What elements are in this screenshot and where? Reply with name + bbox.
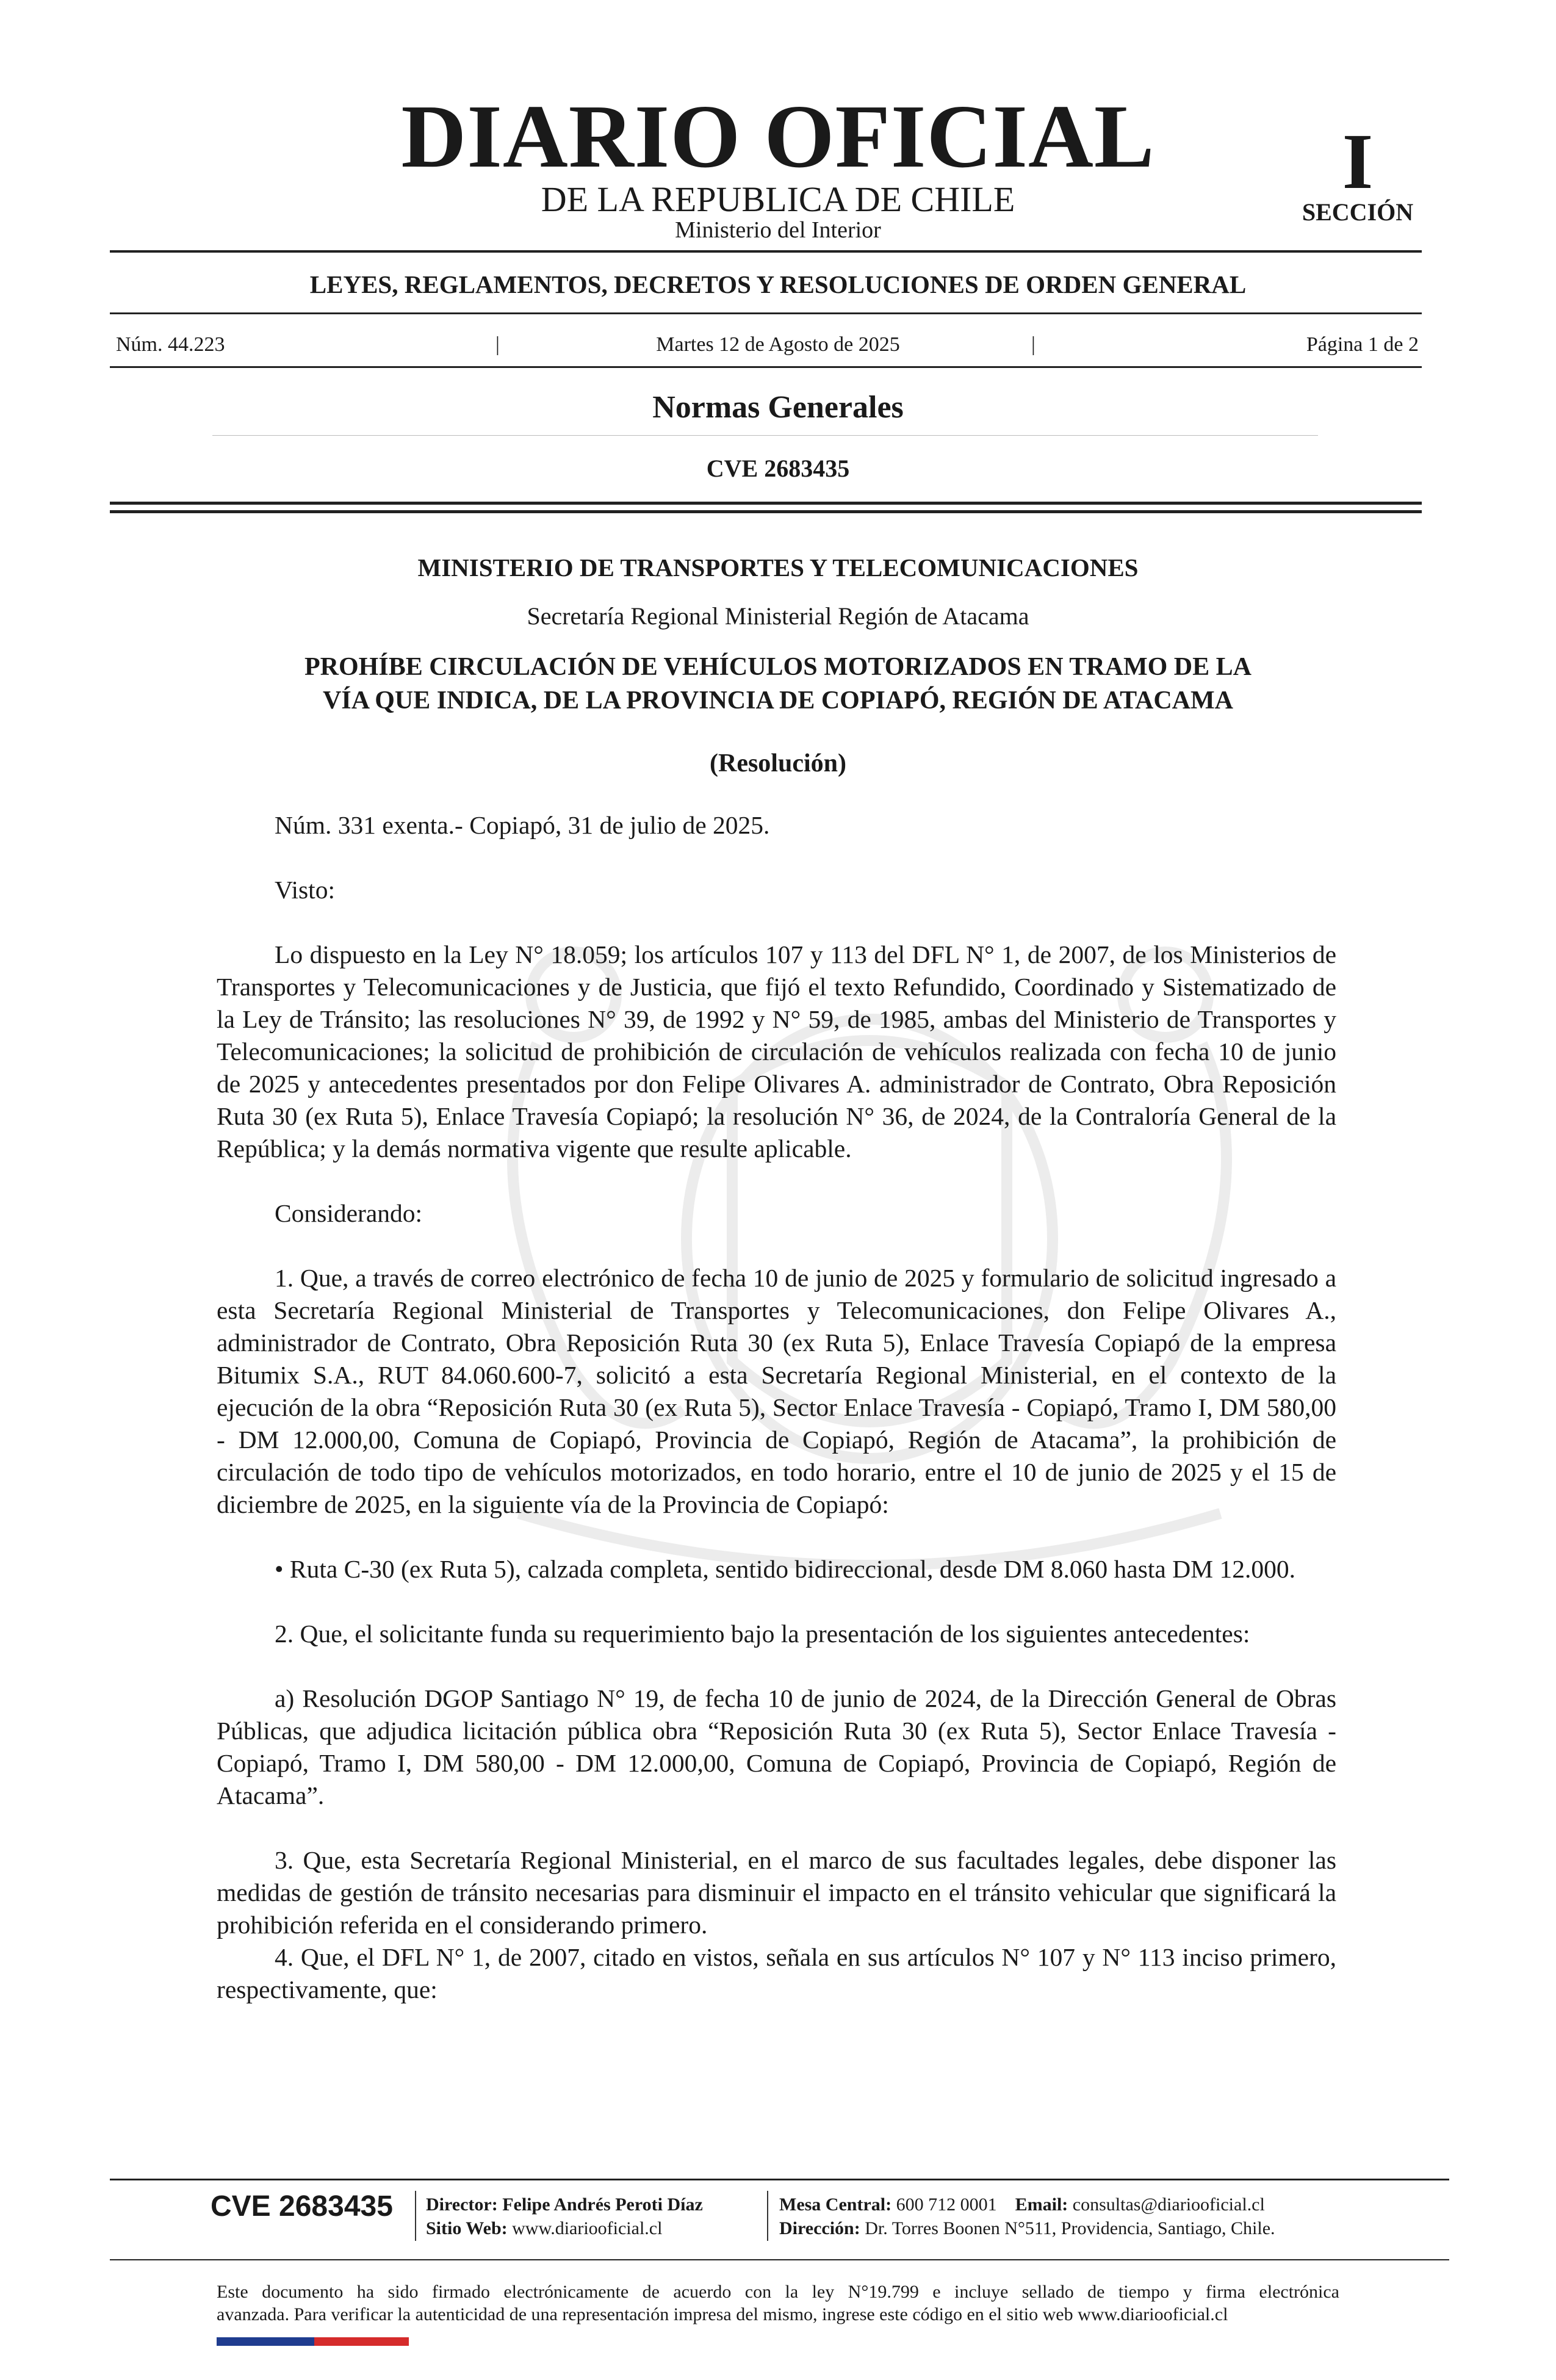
issue-separator: | bbox=[495, 333, 500, 356]
masthead-title: DIARIO OFICIAL bbox=[401, 87, 1155, 187]
section-number: I bbox=[1342, 118, 1374, 206]
footer-rule bbox=[110, 2259, 1449, 2260]
band-rule bbox=[110, 312, 1422, 314]
body-paragraph: 2. Que, el solicitante funda su requerimiento bajo la presentación de los siguientes antecedentes: bbox=[275, 1620, 1250, 1648]
resolution-title: PROHÍBE CIRCULACIÓN DE VEHÍCULOS MOTORIZADOS EN TRAMO DE LA bbox=[304, 653, 1252, 681]
footer-director: Director: Felipe Andrés Peroti Díaz bbox=[426, 2194, 703, 2215]
footer-divider bbox=[767, 2191, 768, 2241]
body-paragraph: 4. Que, el DFL N° 1, de 2007, citado en vistos, señala en sus artículos N° 107 y N° 113 inciso primero, respectivamente, que: bbox=[217, 1943, 1336, 2003]
masthead-ministry: Ministerio del Interior bbox=[675, 217, 881, 243]
visto-heading: Visto: bbox=[275, 876, 335, 904]
cve-code: CVE 2683435 bbox=[706, 455, 850, 482]
header-double-rule bbox=[110, 510, 1422, 513]
website-link[interactable]: www.diariooficial.cl bbox=[512, 2218, 663, 2238]
email-link[interactable]: consultas@diariooficial.cl bbox=[1072, 2194, 1265, 2215]
body-paragraph: Lo dispuesto en la Ley N° 18.059; los artículos 107 y 113 del DFL N° 1, de 2007, de los Ministerios de Transportes y Telecomunicaciones y de Justicia, que fijó el texto Refundido, Coordinado y Sistematizado de la Ley de Tránsito; las resoluciones N° 39, de 1992 y N° 59, de 1985, ambas del Ministerio de Transportes y Telecomunicaciones; la solicitud de prohibición de circulación de vehículos realizada con fecha 10 de junio de 2025 y antecedentes presentados por don Felipe Olivares A. administrador de Contrato, Obra Reposición Ruta 30 (ex Ruta 5), Enlace Travesía Copiapó; la resolución N° 36, de 2024, de la Contraloría General de la República; y la demás normativa vigente que resulte aplicable. bbox=[217, 940, 1336, 1163]
issuing-ministry: MINISTERIO DE TRANSPORTES Y TELECOMUNICACIONES bbox=[417, 554, 1139, 582]
footer-divider bbox=[415, 2191, 416, 2241]
document-body bbox=[217, 809, 1336, 2006]
section-heading: Normas Generales bbox=[652, 390, 904, 425]
page-indicator: Página 1 de 2 bbox=[1306, 333, 1419, 356]
bullet-item: • Ruta C-30 (ex Ruta 5), calzada completa, sentido bidireccional, desde DM 8.060 hasta DM 12.000. bbox=[275, 1555, 1295, 1583]
masthead-subtitle: DE LA REPUBLICA DE CHILE bbox=[541, 179, 1015, 219]
body-paragraph: 3. Que, esta Secretaría Regional Ministerial, en el marco de sus facultades legales, debe disponer las medidas de gestión de tránsito necesarias para disminuir el impacto en el tránsito vehicular que significará la prohibición referida en el considerando primero. bbox=[217, 1846, 1336, 1939]
footer-cve-code: CVE 2683435 bbox=[211, 2190, 393, 2223]
issue-date: Martes 12 de Agosto de 2025 bbox=[656, 333, 900, 356]
meta-rule bbox=[110, 366, 1422, 368]
issue-number: Núm. 44.223 bbox=[116, 333, 225, 356]
footer-website: Sitio Web: www.diariooficial.cl bbox=[426, 2218, 663, 2238]
issuing-office: Secretaría Regional Ministerial Región de Atacama bbox=[527, 602, 1029, 630]
body-paragraph: 1. Que, a través de correo electrónico de fecha 10 de junio de 2025 y formulario de solicitud ingresado a esta Secretaría Regional Ministerial de Transportes y Telecomunicaciones, don Felipe Olivares A., administrador de Contrato, Obra Reposición Ruta 30 (ex Ruta 5), Enlace Travesía Copiapó de la empresa Bitumix S.A., RUT 84.060.600-7, solicitó a esta Secretaría Regional Ministerial, en el contexto de la ejecución de la obra “Reposición Ruta 30 (ex Ruta 5), Sector Enlace Travesía - Copiapó, Tramo I, DM 580,00 - DM 12.000,00, Comuna de Copiapó, Provincia de Copiapó, Región de Atacama”, la prohibición de circulación de todo tipo de vehículos motorizados, en todo horario, entre el 10 de junio de 2025 y el 15 de diciembre de 2025, en la siguiente vía de la Provincia de Copiapó: bbox=[217, 1264, 1336, 1518]
footer-address: Dirección: Dr. Torres Boonen N°511, Providencia, Santiago, Chile. bbox=[779, 2218, 1275, 2238]
document-type: (Resolución) bbox=[710, 749, 846, 777]
flag-stripe-blue bbox=[217, 2337, 314, 2346]
section-label: SECCIÓN bbox=[1302, 198, 1414, 226]
band-heading: LEYES, REGLAMENTOS, DECRETOS Y RESOLUCIONES DE ORDEN GENERAL bbox=[309, 270, 1247, 298]
footer-rule bbox=[110, 2179, 1449, 2180]
resolution-number: Núm. 331 exenta.- Copiapó, 31 de julio de 2025. bbox=[275, 811, 770, 839]
body-paragraph: a) Resolución DGOP Santiago N° 19, de fecha 10 de junio de 2024, de la Dirección General de Obras Públicas, que adjudica licitación pública obra “Reposición Ruta 30 (ex Ruta 5), Sector Enlace Travesía - Copiapó, Tramo I, DM 580,00 - DM 12.000,00, Comuna de Copiapó, Provincia de Copiapó, Región de Atacama”. bbox=[217, 1684, 1336, 1809]
resolution-title: VÍA QUE INDICA, DE LA PROVINCIA DE COPIAPÓ, REGIÓN DE ATACAMA bbox=[323, 687, 1233, 715]
considerando-heading: Considerando: bbox=[275, 1199, 423, 1227]
footer-contact: Mesa Central: 600 712 0001 Email: consultas@diariooficial.cl bbox=[779, 2194, 1265, 2215]
masthead-rule bbox=[110, 250, 1422, 253]
header-double-rule bbox=[110, 502, 1422, 505]
flag-stripe-red bbox=[314, 2337, 409, 2346]
issue-separator: | bbox=[1031, 333, 1036, 356]
footer-legal-notice: Este documento ha sido firmado electrónicamente de acuerdo con la ley N°19.799 e incluye sellado de tiempo y firma electrónica avanzada. Para verificar la autenticidad de una representación impresa del mismo, ingrese este código en el sitio web www.diariooficial.cl bbox=[217, 2282, 1339, 2324]
section-heading-rule bbox=[212, 435, 1318, 436]
